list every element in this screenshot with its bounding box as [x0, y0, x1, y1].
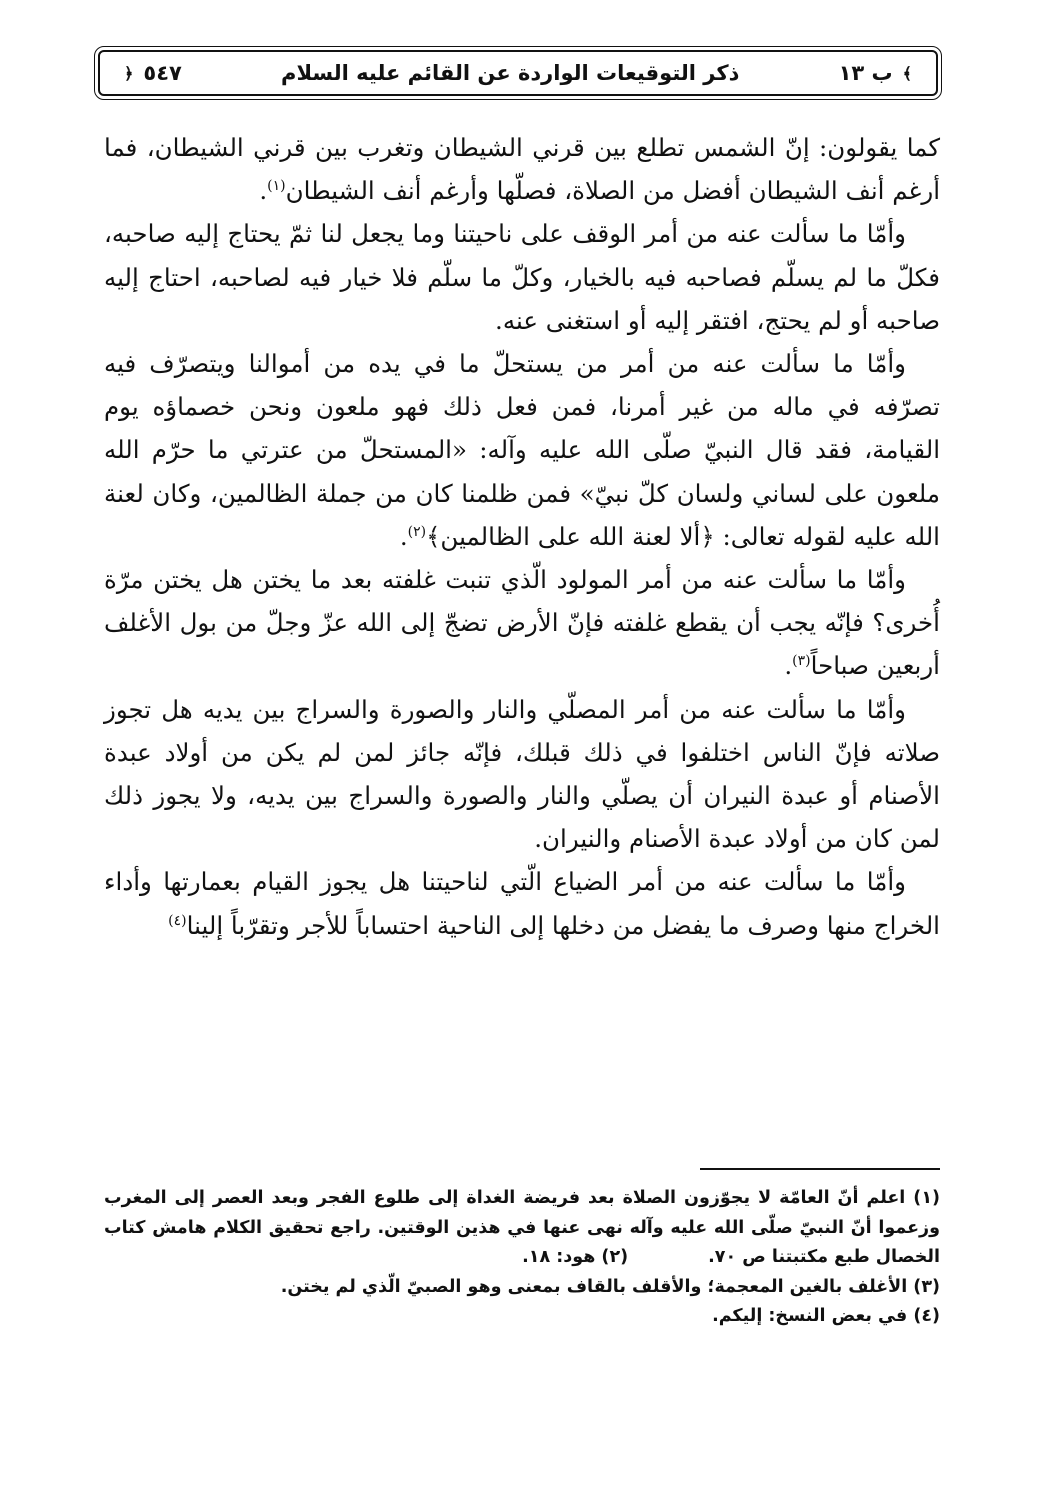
- header-left: [120, 61, 182, 85]
- page-number: ٥٤٧: [143, 61, 182, 85]
- footnote-ref: (٤): [168, 912, 187, 929]
- footnote-divider: [700, 1168, 940, 1170]
- paragraph: وأمّا ما سألت عنه من أمر المصلّي والنار والصورة والسراج بين يديه هل تجوز صلاته فإنّ الناس اختلفوا في ذلك قبلك، فإنّه جائز لمن لم يكن من أولاد عبدة الأصنام أو عبدة النيران أن يصلّي والنار والصورة والسراج بين يديه، ولا يجوز ذلك لمن كان من أولاد عبدة الأصنام والنيران.: [104, 694, 940, 854]
- footnote: (٣) الأغلف بالغين المعجمة؛ والأقلف بالقاف بمعنى وهو الصبيّ الّذي لم يختن.: [280, 1276, 940, 1297]
- main-text: [104, 126, 940, 947]
- footnote: (٤) في بعض النسخ: إليكم.: [712, 1306, 940, 1326]
- paragraph: وأمّا ما سألت عنه من أمر الوقف على ناحيتنا وما يجعل لنا ثمّ يحتاج إليه صاحبه، فكلّ ما لم يسلّم فصاحبه فيه بالخيار، وكلّ ما سلّم فلا خيار فيه لصاحبه، احتاج إليه صاحبه أو لم يحتج، افتقر إليه أو استغنى عنه.: [104, 219, 940, 335]
- header-right: [839, 61, 916, 85]
- footnote-ref: (١): [267, 178, 286, 195]
- footnote-ref: (٣): [792, 653, 811, 670]
- paragraph: وأمّا ما سألت عنه من أمر الضياع الّتي لناحيتنا هل يجوز القيام بعمارتها وأداء الخراج منها وصرف ما يفضل من دخلها إلى الناحية احتساباً للأجر وتقرّباً إلينا$^{(٤)}$: [104, 867, 940, 940]
- paragraph: وأمّا ما سألت عنه من أمر المولود الّذي تنبت غلفته بعد ما يختن هل يختن مرّة أُخرى؟ فإنّه يجب أن يقطع غلفته فإنّ الأرض تضجّ إلى الله عزّ وجلّ من بول الأغلف أربعين صباحاً$^{(٣)}$.: [104, 565, 940, 681]
- ornament-icon: ﴾: [902, 63, 912, 83]
- running-title: ذكر التوقيعات الواردة عن القائم عليه السلام: [281, 61, 740, 85]
- ornament-icon: ﴿: [124, 63, 134, 83]
- page-header: [98, 50, 938, 96]
- paragraph: كما يقولون: إنّ الشمس تطلع بين قرني الشيطان وتغرب بين قرني الشيطان، فما أرغم أنف الشيطان أفضل من الصلاة، فصلّها وأرغم أنف الشيطان$^{(١)}$.: [104, 133, 940, 206]
- section-label: ب ١٣: [838, 61, 893, 85]
- paragraph: وأمّا ما سألت عنه من أمر من يستحلّ ما في يده من أموالنا ويتصرّف فيه تصرّفه في ماله من غير أمرنا، فمن فعل ذلك فهو ملعون ونحن خصماؤه يوم القيامة، فقد قال النبيّ صلّى الله عليه وآله: «المستحلّ من عترتي ما حرّم الله ملعون على لساني ولسان كلّ نبيّ» فمن ظلمنا كان من جملة الظالمين، وكان لعنة الله عليه لقوله تعالى: ﴿ألا لعنة الله على الظالمين﴾$^{(٢)}$.: [104, 349, 940, 551]
- footnotes: [104, 1184, 940, 1332]
- footnote-ref: (٢): [407, 523, 427, 540]
- footnote: (١) اعلم أنّ العامّة لا يجوّزون الصلاة بعد فريضة الغداة إلى طلوع الفجر وبعد العصر إلى المغرب وزعموا أنّ النبيّ صلّى الله عليه وآله نهى عنها في هذين الوقتين. راجع تحقيق الكلام هامش كتاب الخصال طبع مكتبتنا ص ٧٠.(٢) هود: ١٨.: [104, 1188, 940, 1267]
